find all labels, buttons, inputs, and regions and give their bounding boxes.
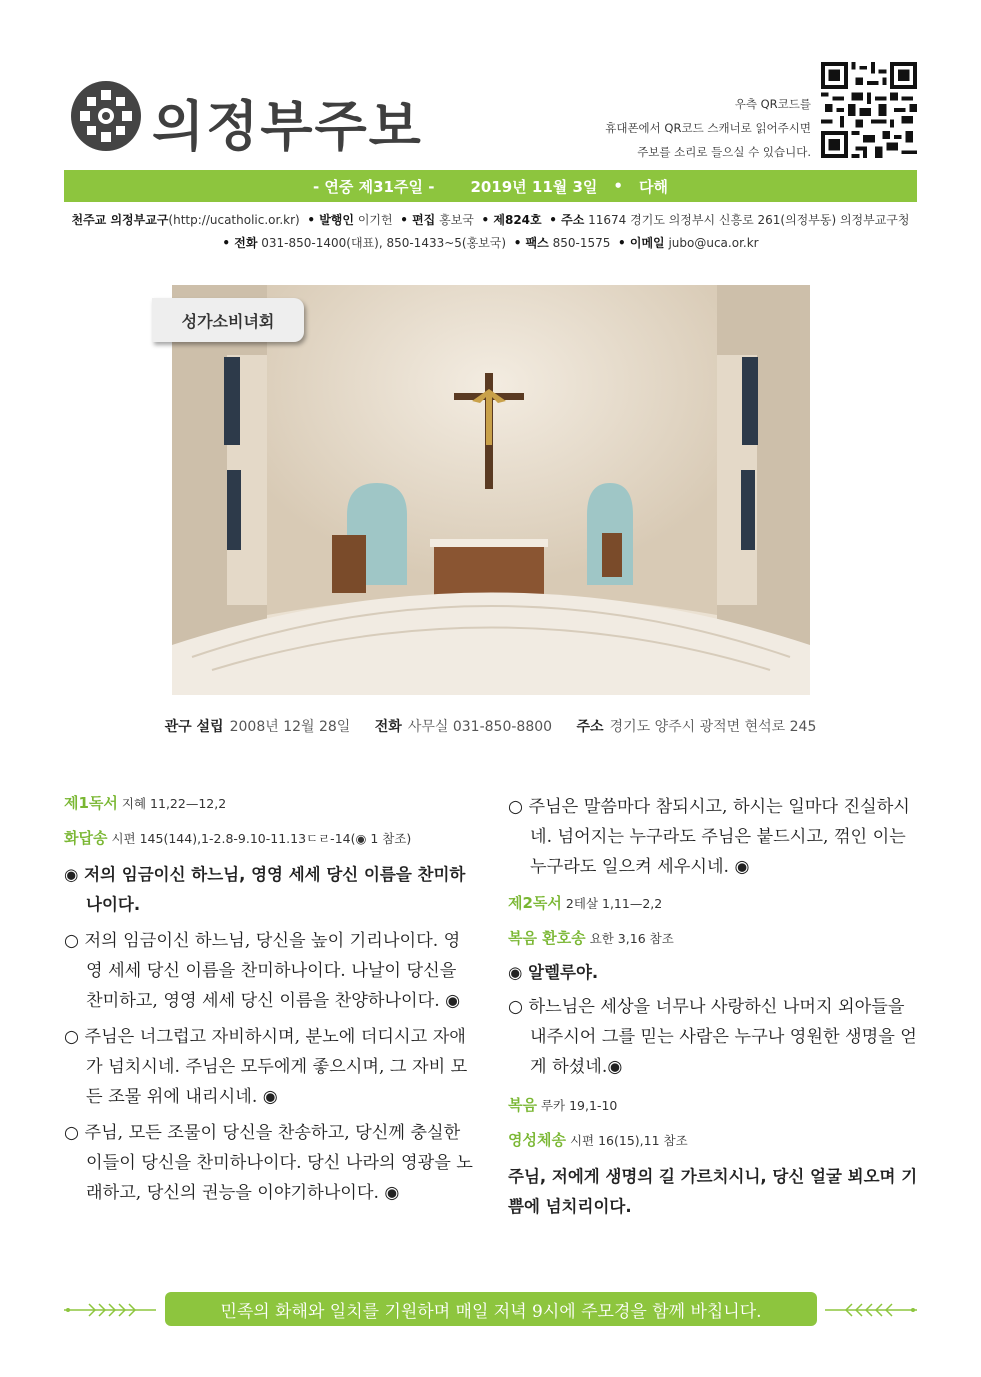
psalm-verse-3: ○ 주님, 모든 조물이 당신을 찬송하고, 당신께 충실한 이들이 당신을 찬미하나이다. 당신 나라의 영광을 노래하고, 당신의 권능을 이야기하나이다. ◉ — [64, 1123, 473, 1203]
qr-instructions: 우측 QR코드를 휴대폰에서 QR코드 스캐너로 읽어주시면 주보를 소리로 들으실 수 있습니다. — [605, 97, 811, 159]
responsorial-psalm: 화답송 시편 145(144),1-2.8-9.10-11.13ㄷㄹ-14(◉ 1 참조) — [64, 829, 412, 847]
left-column — [64, 792, 476, 1208]
psalm-verse-4: ○ 주님은 말씀마다 참되시고, 하시는 일마다 진실하시네. 넘어지는 누구라도 주님은 붙드시고, 꺾인 이는 누구라도 일으켜 세우시네. ◉ — [508, 797, 910, 877]
diocese-logo-icon — [70, 80, 142, 152]
first-reading: 제1독서 지혜 11,22—12,2 — [64, 794, 227, 812]
contact-info: • 전화 031-850-1400(대표), 850-1433~5(홍보국) • 팩스 850-1575 • 이메일 jubo@uca.or.kr — [222, 236, 759, 250]
right-column — [508, 792, 920, 1222]
bulletin-title: 의정부주보 — [152, 94, 423, 158]
issue-banner — [64, 170, 917, 202]
qr-code-icon[interactable] — [821, 62, 917, 158]
left-vine-icon — [64, 1300, 164, 1320]
publisher-info: 천주교 의정부교구(http://ucatholic.or.kr) • 발행인 이기헌 • 편집 홍보국 • 제824호 • 주소 11674 경기도 의정부시 신흥로 261(의정부동) 의정부교구청 — [71, 213, 910, 227]
photo-caption: 관구 설립 2008년 12월 28일 전화 사무실 031-850-8800 주소 경기도 양주시 광적면 현석로 245 — [164, 719, 817, 735]
communion-text: 주님, 저에게 생명의 길 가르치시니, 당신 얼굴 뵈오며 기쁨에 넘치리이다. — [508, 1167, 918, 1216]
community-name-tag: 성가소비녀회 — [152, 298, 304, 342]
right-vine-icon — [817, 1300, 917, 1320]
prayer-banner: 민족의 화해와 일치를 기원하며 매일 저녁 9시에 주모경을 함께 바칩니다. — [165, 1292, 817, 1326]
banner-bullet: • — [613, 177, 624, 195]
issue-date: 2019년 11월 3일 — [470, 177, 598, 196]
psalm-verse-1: ○ 저의 임금이신 하느님, 당신을 높이 기리나이다. 영영 세세 당신 이름을 찬미하나이다. 나날이 당신을 찬미하고, 영영 세세 당신 이름을 찬양하나이다. ◉ — [64, 931, 461, 1011]
acclamation-verse: ○ 하느님은 세상을 너무나 사랑하신 나머지 외아들을 내주시어 그를 믿는 사람은 누구나 영원한 생명을 얻게 하셨네.◉ — [508, 997, 917, 1077]
psalm-verse-2: ○ 주님은 너그럽고 자비하시며, 분노에 더디시고 자애가 넘치시네. 주님은 모두에게 좋으시며, 그 자비 모든 조물 위에 내리시네. ◉ — [64, 1027, 468, 1107]
gospel-acclamation: 복음 환호송 요한 3,16 참조 — [508, 929, 674, 947]
second-reading: 제2독서 2테살 1,11—2,2 — [508, 894, 663, 912]
gospel: 복음 루카 19,1-10 — [508, 1096, 618, 1114]
alleluia: ◉ 알렐루야. — [508, 963, 599, 982]
psalm-response: ◉ 저의 임금이신 하느님, 영영 세세 당신 이름을 찬미하나이다. — [64, 865, 466, 914]
communion-antiphon: 영성체송 시편 16(15),11 참조 — [508, 1131, 688, 1149]
liturgical-sunday: - 연중 제31주일 - — [312, 177, 435, 196]
chapel-altar-photo — [172, 285, 810, 695]
liturgical-year: 다해 — [639, 177, 668, 196]
